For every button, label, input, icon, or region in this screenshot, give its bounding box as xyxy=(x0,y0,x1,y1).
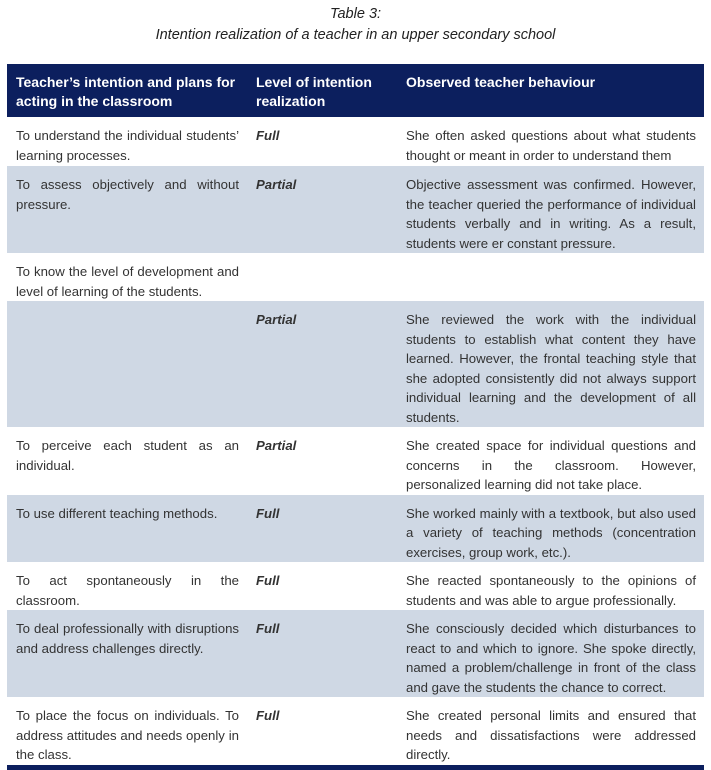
intention-table xyxy=(7,64,704,770)
level-cell: Partial xyxy=(256,438,297,453)
intention-cell xyxy=(7,301,247,427)
table-row xyxy=(7,301,704,427)
level-cell: Full xyxy=(256,573,280,588)
table-row xyxy=(7,117,704,166)
table-header xyxy=(7,64,704,117)
header-level: Level of intention realization xyxy=(247,64,397,117)
header-intention: Teacher’s intention and plans for acting in the classroom xyxy=(7,64,247,117)
behaviour-cell: She worked mainly with a textbook, but also used a variety of teaching methods (concentration exercises, group work, etc.). xyxy=(397,495,704,563)
intention-cell: To use different teaching methods. xyxy=(7,495,247,563)
intention-cell: To know the level of development and level of learning of the students. xyxy=(16,264,239,299)
behaviour-cell: She reacted spontaneously to the opinions of students and was able to argue professionally. xyxy=(406,573,696,608)
table-title: Intention realization of a teacher in an upper secondary school xyxy=(155,27,556,43)
intention-cell: To assess objectively and without pressure. xyxy=(7,166,247,253)
behaviour-cell: She reviewed the work with the individual students to establish what content they have learned. However, the frontal teaching style that she adopted consistently did not always support individual learning and the development of all students. xyxy=(397,301,704,427)
intention-cell: To understand the individual students’ learning processes. xyxy=(16,128,239,163)
intention-cell: To act spontaneously in the classroom. xyxy=(16,573,239,608)
table-row xyxy=(7,253,704,301)
intention-cell: To place the focus on individuals. To address attitudes and needs openly in the class. xyxy=(16,708,239,762)
behaviour-cell: She created space for individual questions and concerns in the classroom. However, personalized learning did not take place. xyxy=(406,438,696,492)
table-row xyxy=(7,562,704,610)
level-cell xyxy=(247,253,397,301)
intention-cell: To perceive each student as an individual. xyxy=(16,438,239,473)
table-row xyxy=(7,610,704,697)
level-cell: Partial xyxy=(247,166,397,253)
level-cell: Full xyxy=(247,610,397,697)
table-row xyxy=(7,697,704,767)
level-cell: Full xyxy=(256,708,280,723)
table-row xyxy=(7,495,704,563)
behaviour-cell: She consciously decided which disturbances to react to and which to ignore. She spoke directly, named a problem/challenge in front of the class and gave the students the chance to correct. xyxy=(397,610,704,697)
table-label: Table 3: xyxy=(329,6,382,22)
level-cell: Partial xyxy=(247,301,397,427)
intention-cell: To deal professionally with disruptions and address challenges directly. xyxy=(7,610,247,697)
table-row xyxy=(7,166,704,253)
header-behaviour: Observed teacher behaviour xyxy=(397,64,704,117)
table-row xyxy=(7,427,704,495)
behaviour-cell: She created personal limits and ensured that needs and dissatisfactions were addressed directly. xyxy=(406,708,696,762)
behaviour-cell xyxy=(397,253,704,301)
behaviour-cell: Objective assessment was confirmed. However, the teacher queried the performance of individual students verbally and in writing. As a result, students were er constant pressure. xyxy=(397,166,704,253)
level-cell: Full xyxy=(256,128,280,143)
behaviour-cell: She often asked questions about what students thought or meant in order to understand them xyxy=(406,128,696,163)
level-cell: Full xyxy=(247,495,397,563)
